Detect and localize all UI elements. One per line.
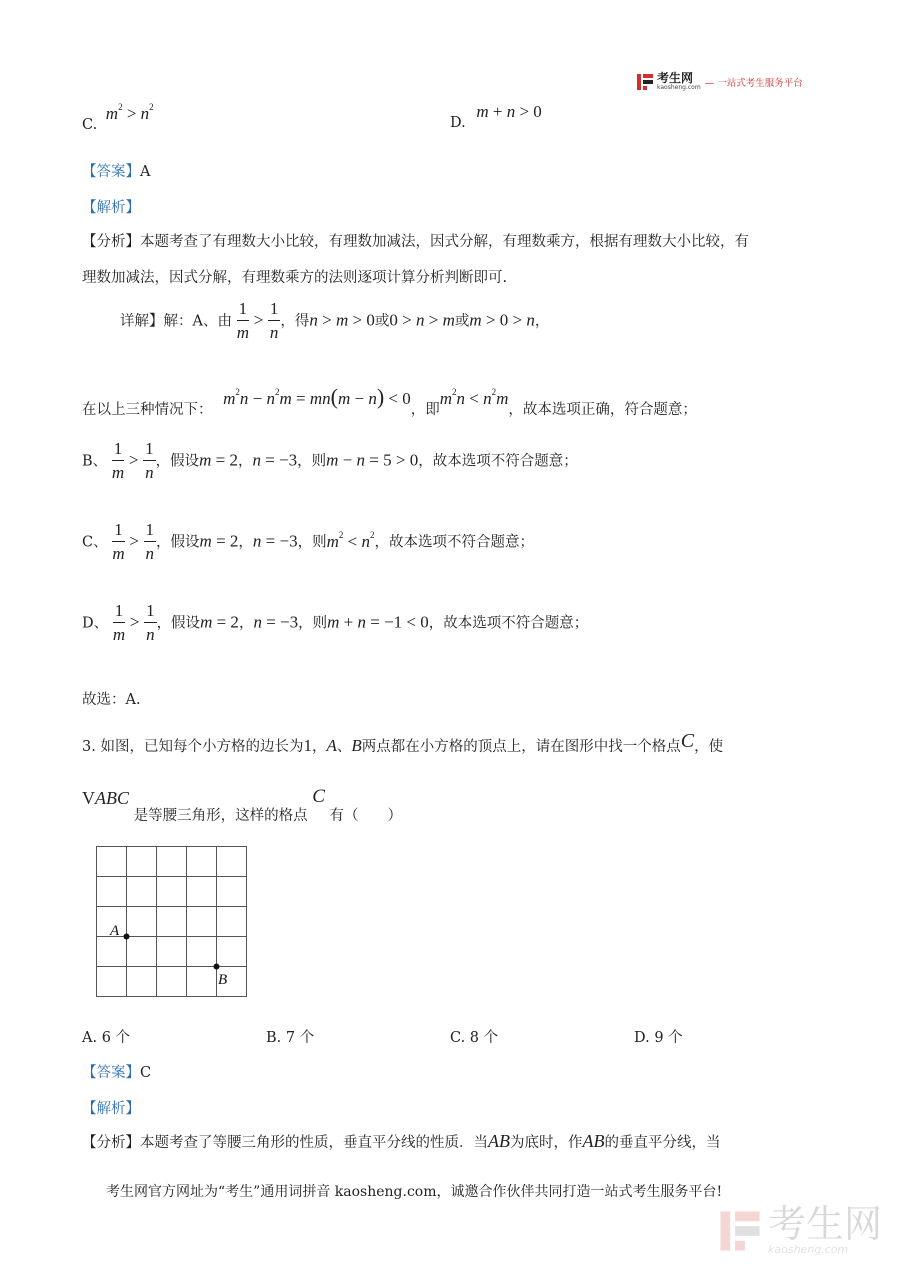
- q3-text3: 两点都在小方格的顶点上，请在图形中找一个格点: [361, 739, 681, 755]
- option-d-label: D.: [450, 115, 466, 131]
- q3-line2: [82, 786, 403, 824]
- option-c: [82, 102, 154, 134]
- q3-A: A: [326, 736, 337, 755]
- kaosheng-logo-icon: [636, 73, 654, 91]
- q3-dun: 、: [336, 739, 352, 755]
- q3-analysis-tag: 【解析】: [82, 1101, 140, 1117]
- q3-fenxi-c: 的垂直平分线，当: [604, 1135, 721, 1151]
- point-a-label: A: [110, 923, 120, 939]
- frac-b-1-m: $\frac{1}{m}$: [111, 439, 125, 482]
- q3-fenxi-a: 本题考查了等腰三角形的性质，垂直平分线的性质．当: [140, 1135, 488, 1151]
- choose-line: 故选：A.: [82, 692, 141, 708]
- header-slogan: — 一站式考生服务平台: [704, 77, 803, 89]
- option-d-formula: m + n > 0: [476, 102, 542, 121]
- fenxi-text: 本题考查了有理数大小比较，有理数加减法，因式分解，有理数乘方，根据有理数大小比较，有: [140, 234, 749, 250]
- q2-analysis-tag: 【解析】: [82, 200, 140, 216]
- q3-option-b: B. 7 个: [266, 1030, 315, 1046]
- watermark-domain: kaosheng.com: [768, 1243, 849, 1256]
- slogan-text: 一站式考生服务平台: [717, 77, 803, 89]
- factor-formula: $m^2n - n^2m = mn(m - n) < 0$: [223, 384, 411, 409]
- not-fit-c: ，故本选项不符合题意；: [374, 534, 534, 551]
- q3-text1: 如图，已知每个小方格的边长为: [100, 739, 304, 755]
- q3-grid-figure: [90, 840, 255, 1005]
- q3-text2: ，: [311, 739, 327, 755]
- q2-fenxi-line1: [82, 230, 749, 251]
- then-d: ，则: [298, 615, 328, 632]
- fenxi-tag: 【分析】: [82, 234, 140, 250]
- q3-B: B: [351, 736, 362, 755]
- q2-answer: [82, 160, 150, 181]
- q3-text5: 是等腰三角形，这样的格点: [133, 808, 308, 824]
- q3-one: 1: [303, 736, 312, 755]
- q3-number: 3.: [82, 739, 96, 755]
- frac-c-1-n: $\frac{1}{n}$: [145, 520, 155, 563]
- q3-line1: [82, 730, 724, 757]
- option-c-analysis: C、 $\frac{1}{m}$ > $\frac{1}{n}$ ，假设m = 2，n = −3，则$m^2 < n^2$，故本选项不符合题意；: [82, 519, 534, 566]
- frac-b-1-n: $\frac{1}{n}$: [145, 439, 154, 482]
- logo-domain: kaosheng.com: [657, 84, 701, 91]
- frac-1-m: $\frac{1}{m}$: [236, 299, 249, 342]
- q3-fenxi-line: 【分析】本题考查了等腰三角形的性质，垂直平分线的性质．当AB为底时，作AB的垂直平分线，当: [82, 1131, 721, 1151]
- option-b-analysis: B、 $\frac{1}{m}$ > $\frac{1}{n}$ ，假设m = 2，n = −3，则m − n = 5 > 0，故本选项不符合题意；: [82, 438, 578, 485]
- header-logo: [636, 72, 803, 91]
- q2-fenxi-line2: 理数加减法，因式分解，有理数乘方的法则逐项计算分析判断即可.: [82, 270, 508, 286]
- q3-option-a: A. 6 个: [82, 1030, 131, 1046]
- q3-triangle-symbol: V: [82, 788, 95, 808]
- q3-text6: 有（ ）: [329, 808, 403, 824]
- then-c: ，则: [297, 534, 327, 551]
- correct-text: ，故本选项正确，符合题意；: [508, 402, 697, 418]
- frac-d-1-n: $\frac{1}{n}$: [146, 601, 155, 644]
- assume-d: ，假设: [156, 615, 201, 632]
- option-d-analysis: D、 $\frac{1}{m}$ > $\frac{1}{n}$ ，假设m = 2，n = −3，则m + n = −1 < 0，故本选项不符合题意；: [82, 600, 588, 647]
- detail-or-2: 或: [454, 313, 470, 330]
- then-b: ，则: [297, 453, 327, 470]
- three-cases-line: [82, 384, 697, 418]
- option-d: [450, 102, 542, 132]
- three-cases-text: 在以上三种情况下：: [82, 402, 213, 418]
- watermark-title: 考生网: [768, 1202, 883, 1246]
- assume-c: ，假设: [156, 534, 200, 551]
- answer-value: A: [140, 164, 151, 180]
- result-formula: $m^2n < n^2m$: [439, 387, 509, 408]
- q3-text4: ，使: [694, 739, 724, 755]
- watermark: [718, 1202, 883, 1256]
- q3-answer-value: C: [140, 1065, 152, 1081]
- detail-de: ，得: [280, 313, 310, 330]
- opt-b-label: B、: [82, 453, 108, 470]
- frac-1-n: $\frac{1}{n}$: [269, 299, 279, 342]
- q3-option-d: D. 9 个: [634, 1030, 683, 1046]
- q3-option-c: C. 8 个: [450, 1030, 499, 1046]
- not-fit-d: ，故本选项不符合题意；: [428, 615, 589, 632]
- frac-d-1-m: $\frac{1}{m}$: [112, 601, 126, 644]
- ji-text: ，即: [410, 402, 440, 418]
- q3-C: C: [680, 730, 695, 752]
- answer-tag: 【答案】: [82, 164, 140, 180]
- frac-c-1-m: $\frac{1}{m}$: [112, 520, 125, 563]
- point-b-label: B: [218, 972, 228, 988]
- assume-b: ，假设: [155, 453, 200, 470]
- footer-text: 考生网官方网址为“考生”通用词拼音 kaosheng.com，诚邀合作伙伴共同打造一站式考生服务平台!: [106, 1184, 723, 1200]
- detail-intro: 详解】解：A、由: [120, 313, 232, 330]
- q3-answer-tag: 【答案】: [82, 1065, 140, 1081]
- opt-c-label: C、: [82, 534, 108, 551]
- q3-ABC: ABC: [95, 788, 129, 808]
- opt-d-label: D、: [82, 615, 109, 632]
- q3-fenxi-b: 为底时，作: [510, 1135, 583, 1151]
- q3-fenxi-tag: 【分析】: [82, 1135, 140, 1151]
- logo-title: 考生网: [657, 71, 694, 85]
- option-c-label: C.: [82, 117, 98, 133]
- q3-answer: [82, 1061, 151, 1082]
- point-a-dot: [124, 934, 130, 940]
- watermark-logo-icon: [718, 1209, 762, 1253]
- not-fit-b: ，故本选项不符合题意；: [418, 453, 578, 470]
- detail-line: 详解】解：A、由 $\frac{1}{m}$ > $\frac{1}{n}$ ，得n > m > 0或0 > n > m或m > 0 > n，: [120, 298, 549, 345]
- point-b-dot: [214, 964, 220, 970]
- q3-C2: C: [312, 786, 325, 807]
- detail-or-1: 或: [374, 313, 390, 330]
- option-c-formula: $m^2 > n^2$: [105, 102, 154, 123]
